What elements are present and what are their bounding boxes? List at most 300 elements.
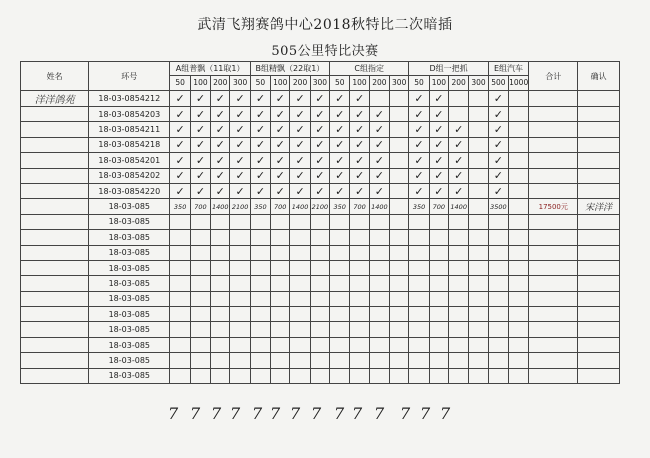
total-cell [529,122,578,137]
ring-number-cell: 18-03-0854211 [89,122,170,137]
empty-cell [429,260,448,275]
owner-name-cell [21,322,89,337]
empty-cell [409,260,429,275]
confirm-cell [578,276,620,291]
ring-number-cell: 18-03-085 [89,322,170,337]
ring-number-cell: 18-03-085 [89,199,170,214]
header-name: 姓名 [21,62,89,91]
empty-cell [449,291,469,306]
ring-number-cell: 18-03-085 [89,307,170,322]
total-cell [529,368,578,383]
table-row [21,291,620,306]
empty-cell [170,260,190,275]
empty-cell [509,245,529,260]
empty-cell [230,230,250,245]
sheet-subtitle: 505公里特比决赛 [271,44,379,59]
empty-cell [190,368,210,383]
total-cell [529,183,578,198]
check-mark-icon: ✓ [190,137,210,152]
check-mark-icon: ✓ [211,91,230,107]
check-mark-icon: ✓ [429,183,448,198]
empty-cell [390,368,409,383]
owner-name-cell [21,353,89,368]
empty-cell [250,276,270,291]
empty-cell [170,307,190,322]
empty-cell [429,353,448,368]
empty-cell [409,353,429,368]
subheader-b-50: 50 [250,76,270,91]
empty-cell [290,337,310,352]
check-mark-icon: ✓ [271,183,290,198]
check-mark-icon: ✓ [211,107,230,122]
empty-cell [469,245,488,260]
check-mark-icon: ✓ [449,122,469,137]
check-mark-icon: ✓ [170,122,190,137]
empty-cell [429,307,448,322]
total-cell [529,214,578,229]
check-mark-icon: ✓ [271,168,290,183]
empty-cell [211,214,230,229]
subheader-a-100: 100 [190,76,210,91]
header-group-a: A组普飘（11取1） [170,62,250,76]
amount-cell: 1400 [449,199,469,214]
confirm-cell [578,214,620,229]
check-mark-icon: ✓ [250,91,270,107]
empty-cell [390,168,409,183]
empty-cell [290,368,310,383]
empty-cell [350,214,369,229]
empty-cell [509,307,529,322]
empty-cell [190,353,210,368]
header-ring: 环号 [89,62,170,91]
check-mark-icon: ✓ [449,153,469,168]
check-mark-icon: ✓ [290,183,310,198]
check-mark-icon: ✓ [170,183,190,198]
empty-cell [310,307,329,322]
empty-cell [409,230,429,245]
handwritten-seven-mark: 7 [211,404,222,423]
empty-cell [250,214,270,229]
table-row [21,353,620,368]
check-mark-icon: ✓ [350,137,369,152]
check-mark-icon: ✓ [330,153,350,168]
empty-cell [488,276,508,291]
ring-number-cell: 18-03-0854201 [89,153,170,168]
empty-cell [190,230,210,245]
owner-name-cell [21,245,89,260]
header-confirm: 确认 [578,62,620,91]
empty-cell [350,230,369,245]
empty-cell [170,353,190,368]
empty-cell [290,307,310,322]
check-mark-icon: ✓ [170,153,190,168]
empty-cell [390,122,409,137]
subheader-c-50: 50 [330,76,350,91]
empty-cell [369,368,389,383]
empty-cell [409,276,429,291]
empty-cell [469,91,488,107]
check-mark-icon: ✓ [170,91,190,107]
empty-cell [469,230,488,245]
check-mark-icon: ✓ [310,107,329,122]
ring-number-cell: 18-03-085 [89,245,170,260]
empty-cell [469,353,488,368]
empty-cell [211,260,230,275]
empty-cell [211,322,230,337]
table-row [21,230,620,245]
empty-cell [509,91,529,107]
empty-cell [509,153,529,168]
confirm-cell [578,122,620,137]
ring-number-cell: 18-03-0854218 [89,137,170,152]
subheader-a-300: 300 [230,76,250,91]
empty-cell [290,322,310,337]
header-total: 合计 [529,62,578,91]
total-cell [529,322,578,337]
empty-cell [330,291,350,306]
check-mark-icon: ✓ [230,122,250,137]
header-group-c: C组指定 [330,62,409,76]
amount-cell [390,199,409,214]
check-mark-icon: ✓ [250,183,270,198]
subheader-b-100: 100 [271,76,290,91]
confirm-cell [578,168,620,183]
check-mark-icon: ✓ [250,122,270,137]
check-mark-icon: ✓ [190,153,210,168]
empty-cell [390,291,409,306]
empty-cell [290,276,310,291]
check-mark-icon: ✓ [369,168,389,183]
owner-name-cell [21,307,89,322]
empty-cell [509,107,529,122]
empty-cell [310,291,329,306]
empty-cell [211,276,230,291]
table-row [21,137,620,152]
empty-cell [429,291,448,306]
amount-cell: 1400 [211,199,230,214]
empty-cell [449,307,469,322]
table-row [21,183,620,198]
empty-cell [469,260,488,275]
empty-cell [330,307,350,322]
empty-cell [310,214,329,229]
check-mark-icon: ✓ [190,122,210,137]
handwritten-seven-mark: 7 [270,404,281,423]
table-row [21,122,620,137]
empty-cell [271,230,290,245]
handwritten-seven-mark: 7 [230,404,241,423]
empty-cell [190,276,210,291]
empty-cell [350,368,369,383]
empty-cell [369,353,389,368]
owner-name-cell [21,214,89,229]
empty-cell [390,214,409,229]
empty-cell [390,153,409,168]
empty-cell [271,260,290,275]
total-cell [529,260,578,275]
owner-name-cell [21,230,89,245]
empty-cell [170,276,190,291]
subheader-e-1000: 1000 [509,76,529,91]
handwritten-seven-mark: 7 [168,404,179,423]
empty-cell [390,353,409,368]
empty-cell [310,322,329,337]
empty-cell [449,107,469,122]
amount-cell: 2100 [230,199,250,214]
check-mark-icon: ✓ [290,107,310,122]
table-row [21,260,620,275]
amount-cell [509,199,529,214]
empty-cell [170,230,190,245]
check-mark-icon: ✓ [409,168,429,183]
empty-cell [190,260,210,275]
empty-cell [271,368,290,383]
empty-cell [290,230,310,245]
empty-cell [390,183,409,198]
empty-cell [230,322,250,337]
handwritten-seven-mark: 7 [352,404,363,423]
handwritten-seven-mark: 7 [311,404,322,423]
check-mark-icon: ✓ [449,168,469,183]
empty-cell [290,353,310,368]
empty-cell [469,183,488,198]
empty-cell [409,368,429,383]
check-mark-icon: ✓ [230,183,250,198]
empty-cell [211,291,230,306]
empty-cell [369,260,389,275]
empty-cell [369,214,389,229]
empty-cell [190,322,210,337]
empty-cell [350,276,369,291]
owner-name-cell [21,137,89,152]
ring-number-cell: 18-03-085 [89,214,170,229]
empty-cell [350,260,369,275]
amount-cell: 1400 [369,199,389,214]
table-row [21,107,620,122]
total-cell [529,91,578,107]
empty-cell [369,91,389,107]
owner-name-cell [21,199,89,214]
check-mark-icon: ✓ [310,183,329,198]
check-mark-icon: ✓ [330,168,350,183]
empty-cell [488,214,508,229]
empty-cell [211,353,230,368]
empty-cell [170,214,190,229]
empty-cell [369,230,389,245]
empty-cell [170,337,190,352]
check-mark-icon: ✓ [488,183,508,198]
empty-cell [250,260,270,275]
empty-cell [230,291,250,306]
total-cell [529,107,578,122]
empty-cell [469,368,488,383]
empty-cell [509,137,529,152]
empty-cell [290,214,310,229]
empty-cell [390,245,409,260]
check-mark-icon: ✓ [409,137,429,152]
empty-cell [190,307,210,322]
check-mark-icon: ✓ [230,107,250,122]
empty-cell [409,337,429,352]
empty-cell [488,245,508,260]
check-mark-icon: ✓ [488,122,508,137]
ring-number-cell: 18-03-085 [89,368,170,383]
ring-number-cell: 18-03-0854212 [89,91,170,107]
entry-table [20,61,620,384]
empty-cell [509,337,529,352]
amount-cell: 700 [271,199,290,214]
check-mark-icon: ✓ [488,153,508,168]
empty-cell [390,107,409,122]
table-row [21,153,620,168]
empty-cell [190,214,210,229]
check-mark-icon: ✓ [271,122,290,137]
table-row [21,322,620,337]
amount-cell: 350 [409,199,429,214]
header-group-e: E组汽车 [488,62,529,76]
owner-name-cell [21,260,89,275]
confirm-cell [578,307,620,322]
subheader-d-300: 300 [469,76,488,91]
empty-cell [271,337,290,352]
amount-cell: 700 [190,199,210,214]
confirm-cell [578,337,620,352]
empty-cell [230,260,250,275]
empty-cell [369,337,389,352]
empty-cell [350,353,369,368]
check-mark-icon: ✓ [170,107,190,122]
empty-cell [369,307,389,322]
empty-cell [409,245,429,260]
empty-cell [350,322,369,337]
ring-number-cell: 18-03-0854202 [89,168,170,183]
confirm-cell [578,183,620,198]
owner-name-cell [21,337,89,352]
empty-cell [330,337,350,352]
owner-name-cell [21,183,89,198]
ring-number-cell: 18-03-085 [89,337,170,352]
empty-cell [290,291,310,306]
check-mark-icon: ✓ [211,168,230,183]
check-mark-icon: ✓ [449,137,469,152]
empty-cell [469,276,488,291]
empty-cell [469,307,488,322]
ring-number-cell: 18-03-085 [89,291,170,306]
empty-cell [429,230,448,245]
empty-cell [449,245,469,260]
subheader-b-200: 200 [290,76,310,91]
empty-cell [350,337,369,352]
check-mark-icon: ✓ [350,183,369,198]
empty-cell [271,276,290,291]
check-mark-icon: ✓ [409,183,429,198]
empty-cell [230,353,250,368]
confirm-cell [578,91,620,107]
check-mark-icon: ✓ [369,137,389,152]
empty-cell [230,368,250,383]
check-mark-icon: ✓ [230,91,250,107]
empty-cell [170,291,190,306]
confirm-cell [578,230,620,245]
empty-cell [469,337,488,352]
check-mark-icon: ✓ [290,153,310,168]
empty-cell [211,230,230,245]
table-row [21,214,620,229]
handwritten-seven-mark: 7 [420,404,431,423]
header-group-b: B组精飘（22取1） [250,62,329,76]
handwritten-seven-mark: 7 [334,404,345,423]
empty-cell [509,322,529,337]
check-mark-icon: ✓ [488,137,508,152]
empty-cell [330,368,350,383]
empty-cell [469,153,488,168]
empty-cell [509,291,529,306]
table-row [21,307,620,322]
empty-cell [469,168,488,183]
empty-cell [330,260,350,275]
empty-cell [429,214,448,229]
empty-cell [330,276,350,291]
ring-number-cell: 18-03-0854220 [89,183,170,198]
empty-cell [469,214,488,229]
empty-cell [290,245,310,260]
confirm-cell [578,353,620,368]
subheader-c-100: 100 [350,76,369,91]
amount-cell: 700 [350,199,369,214]
handwritten-seven-mark: 7 [290,404,301,423]
owner-name-cell [21,291,89,306]
empty-cell [449,337,469,352]
ring-number-cell: 18-03-0854203 [89,107,170,122]
check-mark-icon: ✓ [190,183,210,198]
check-mark-icon: ✓ [330,91,350,107]
subheader-c-300: 300 [390,76,409,91]
empty-cell [250,230,270,245]
check-mark-icon: ✓ [310,91,329,107]
total-cell [529,137,578,152]
check-mark-icon: ✓ [409,153,429,168]
empty-cell [310,337,329,352]
confirm-cell [578,153,620,168]
empty-cell [509,260,529,275]
check-mark-icon: ✓ [330,107,350,122]
empty-cell [509,122,529,137]
total-amount-cell: 17500元 [529,199,578,214]
handwritten-seven-mark: 7 [252,404,263,423]
check-mark-icon: ✓ [369,183,389,198]
empty-cell [409,322,429,337]
confirm-cell [578,291,620,306]
empty-cell [230,307,250,322]
check-mark-icon: ✓ [290,122,310,137]
empty-cell [429,337,448,352]
check-mark-icon: ✓ [211,137,230,152]
check-mark-icon: ✓ [211,153,230,168]
table-row [21,337,620,352]
check-mark-icon: ✓ [310,137,329,152]
check-mark-icon: ✓ [271,107,290,122]
confirm-signature-cell: 宋洋洋 [578,199,620,214]
check-mark-icon: ✓ [230,137,250,152]
total-cell [529,307,578,322]
empty-cell [449,368,469,383]
subheader-d-50: 50 [409,76,429,91]
ring-number-cell: 18-03-085 [89,230,170,245]
empty-cell [449,353,469,368]
check-mark-icon: ✓ [429,168,448,183]
check-mark-icon: ✓ [409,107,429,122]
check-mark-icon: ✓ [330,122,350,137]
